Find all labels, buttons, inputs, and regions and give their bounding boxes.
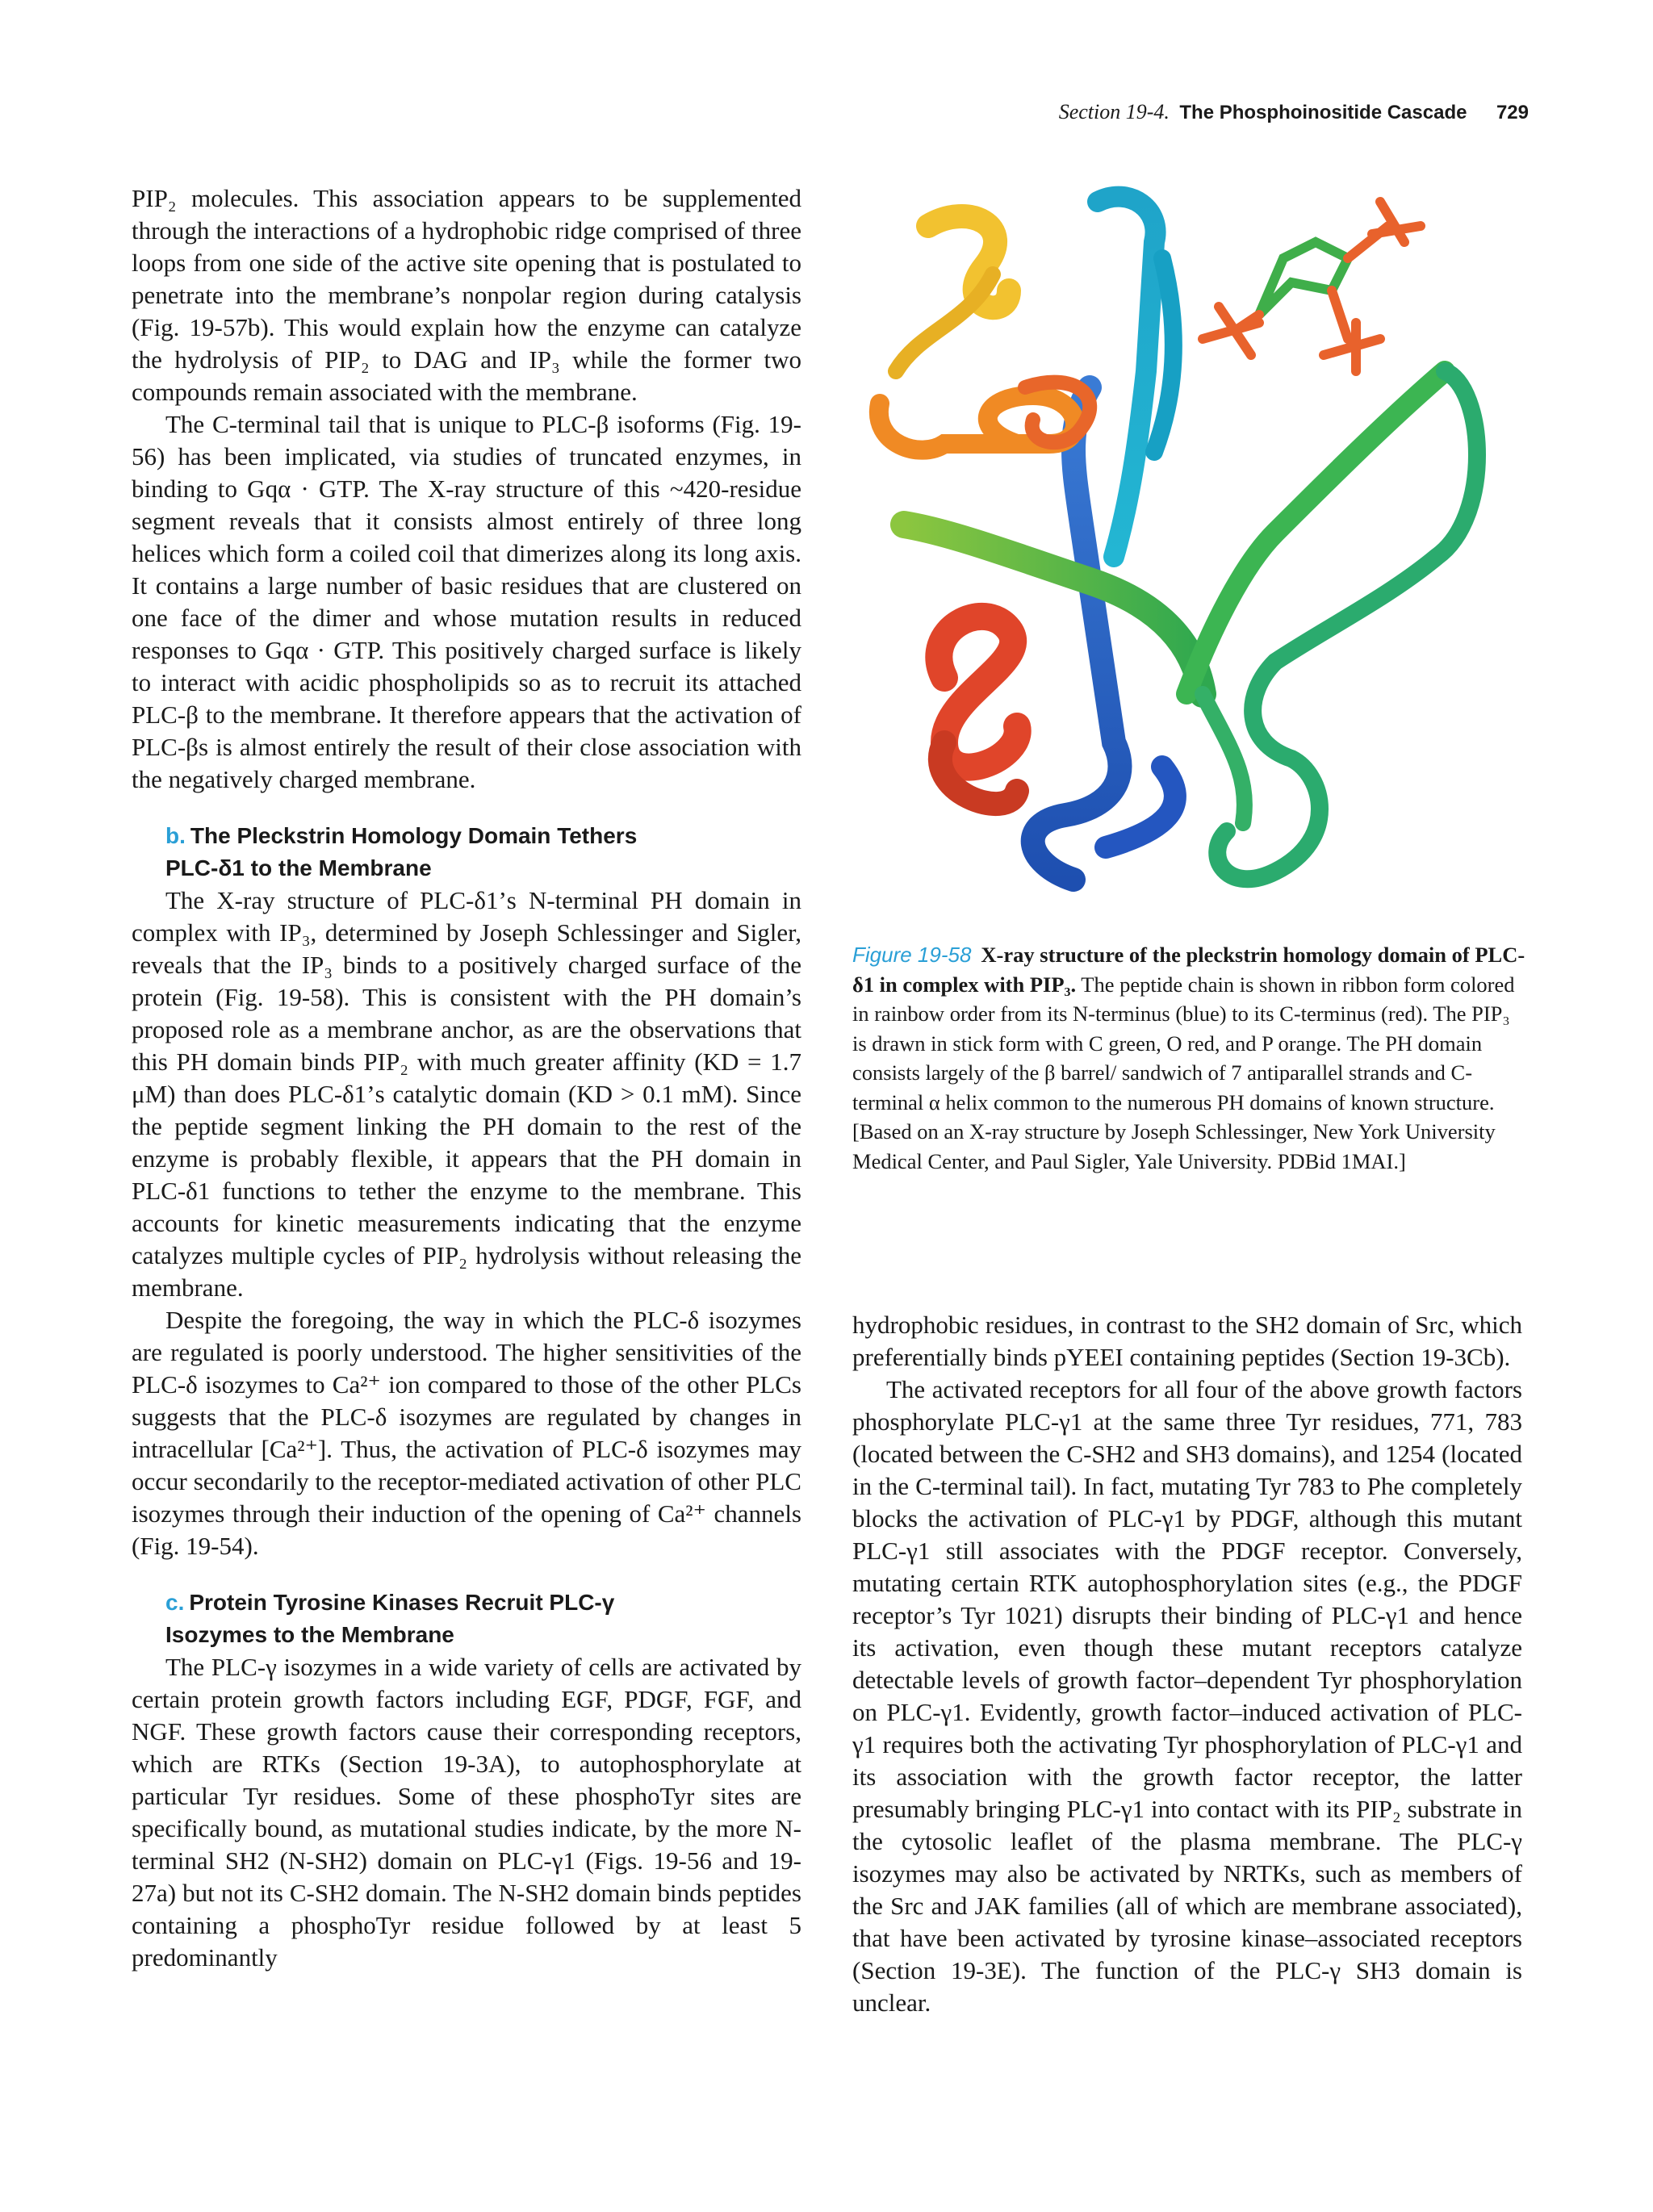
paragraph-3: The X-ray structure of PLC-δ1’s N-terminal PH domain in complex with IP₃, determined by Joseph Schlessinger and Sigler, reveals that the IP₃ binds to a positively charged surface of the protein (Fig. 19-58). This is consistent with the PH domain’s proposed role as a membrane anchor, as are the observations that this PH domain binds PIP₂ with much greater affinity (KD = 1.7 μM) than does PLC-δ1’s catalytic domain (KD > 0.1 mM). Since the peptide segment linking the PH domain to the rest of the enzyme is probably flexible, it appears that the PH domain in PLC-δ1 functions to tether the enzyme to the membrane. This accounts for kinetic measurements indicating that the enzyme catalyzes multiple cycles of PIP₂ hydrolysis without releasing the membrane. [132, 886, 801, 1302]
figure-caption-body: The peptide chain is shown in ribbon form colored in rainbow order from its N-terminus (blue) to its C-terminus (red). The PIP₃ is drawn in stick form with C green, O red, and P orange. The PH domain consists largely of the β barrel/ sandwich of 7 antiparallel strands and C-terminal α helix common to the numerous PH domains of known structure. [Based on an X-ray structure by Joseph Schlessinger, New York University Medical Center, and Paul Sigler, Yale University. PDBid 1MAI.] [852, 972, 1515, 1173]
figure-label: Figure 19-58 [852, 943, 972, 967]
section-b-heading [165, 820, 801, 884]
paragraph-4: Despite the foregoing, the way in which the PLC-δ isozymes are regulated is poorly understood. The higher sensitivities of the PLC-δ isozymes to Ca²⁺ ion compared to those of the other PLCs suggests that the PLC-δ isozymes are regulated by changes in intracellular [Ca²⁺]. Thus, the activation of PLC-δ isozymes may occur secondarily to the receptor-mediated activation of other PLC isozymes through their induction of the opening of Ca²⁺ channels (Fig. 19-54). [132, 1306, 801, 1560]
paragraph-5: The PLC-γ isozymes in a wide variety of cells are activated by certain protein growth factors including EGF, PDGF, FGF, and NGF. These growth factors cause their corresponding receptors, which are RTKs (Section 19-3A), to autophosphorylate at particular Tyr residues. Some of these phosphoTyr sites are specifically bound, as mutational studies indicate, by the more N-terminal SH2 (N-SH2) domain on PLC-γ1 (Figs. 19-56 and 19-27a) but not its C-SH2 domain. The N-SH2 domain binds peptides containing a phosphoTyr residue followed by at least 5 predominantly [132, 1653, 801, 1972]
paragraph-1: PIP₂ molecules. This association appears to be supplemented through the interactions of a hydrophobic ridge comprised of three loops from one side of the active site opening that is postulated to penetrate into the membrane’s nonpolar region during catalysis (Fig. 19-57b). This would explain how the enzyme can catalyze the hydrolysis of PIP₂ to DAG and IP₃ while the former two compounds remain associated with the membrane. [132, 184, 801, 406]
pip3-ligand [1203, 202, 1421, 371]
c-terminal-helix [939, 617, 1017, 804]
right-column [852, 1309, 1522, 2019]
section-c-heading [165, 1587, 801, 1651]
section-b-line1: The Pleckstrin Homology Domain Tethers [190, 823, 638, 848]
running-header [856, 100, 1529, 124]
section-label: Section 19-4. [1058, 100, 1170, 123]
section-c-line2: Isozymes to the Membrane [165, 1622, 454, 1647]
figure-caption [852, 940, 1527, 1176]
yellow-helix [896, 216, 1009, 371]
n-terminal-strands [1033, 387, 1175, 880]
ribbon-diagram-image [823, 178, 1534, 944]
figure-title: X-ray structure of the pleckstrin homology domain of PLC-δ1 in complex with PIP₃. [852, 943, 1525, 997]
section-c-letter: c. [165, 1590, 185, 1615]
paragraph-2: The C-terminal tail that is unique to PLC-β isoforms (Fig. 19-56) has been implicated, via studies of truncated enzymes, in binding to Gqα · GTP. The X-ray structure of this ~420-residue segment reveals that it consists almost entirely of three long helices which form a coiled coil that dimerizes along its long axis. It contains a large number of basic residues that are clustered on one face of the dimer and whose mutation results in reduced responses to Gqα · GTP. This positively charged surface is likely to interact with acidic phospholipids so as to recruit its attached PLC-β to the membrane. It therefore appears that the activation of PLC-βs is almost entirely the result of their close association with the negatively charged membrane. [132, 410, 801, 793]
section-b-line2: PLC-δ1 to the Membrane [165, 855, 432, 880]
section-b-letter: b. [165, 823, 186, 848]
protein-structure-figure [823, 178, 1534, 944]
paragraph-7: The activated receptors for all four of the above growth factors phosphorylate PLC-γ1 at the same three Tyr residues, 771, 783 (located between the C-SH2 and SH3 domains), and 1254 (located in the C-terminal tail). In fact, mutating Tyr 783 to Phe completely blocks the activation of PLC-γ1 by PDGF, although this mutant PLC-γ1 still associates with the PDGF receptor. Conversely, mutating certain RTK autophosphorylation sites (e.g., the PDGF receptor’s Tyr 1021) disrupts their binding of PLC-γ1 and hence its activation, even though these mutant receptors catalyze detectable levels of growth factor–dependent Tyr phosphorylation on PLC-γ1. Evidently, growth factor–induced activation of PLC-γ1 requires both the activating Tyr phosphorylation of PLC-γ1 and its association with the growth factor receptor, the latter presumably bringing PLC-γ1 into contact with its PIP₂ substrate in the cytosolic leaflet of the plasma membrane. The PLC-γ isozymes may also be activated by NRTKs, such as members of the Src and JAK families (all of which are membrane associated), that have been activated by tyrosine kinase–associated receptors (Section 19-3E). The function of the PLC-γ SH3 domain is unclear. [852, 1375, 1522, 2017]
paragraph-6: hydrophobic residues, in contrast to the SH2 domain of Src, which preferentially binds pYEEI containing peptides (Section 19-3Cb). [852, 1311, 1522, 1371]
left-column [132, 182, 801, 1974]
page-number: 729 [1496, 102, 1529, 123]
section-title: The Phosphoinositide Cascade [1179, 102, 1467, 123]
section-c-line1: Protein Tyrosine Kinases Recruit PLC-γ [189, 1590, 615, 1615]
orange-strands [879, 383, 1090, 450]
cyan-strands [1098, 197, 1174, 557]
